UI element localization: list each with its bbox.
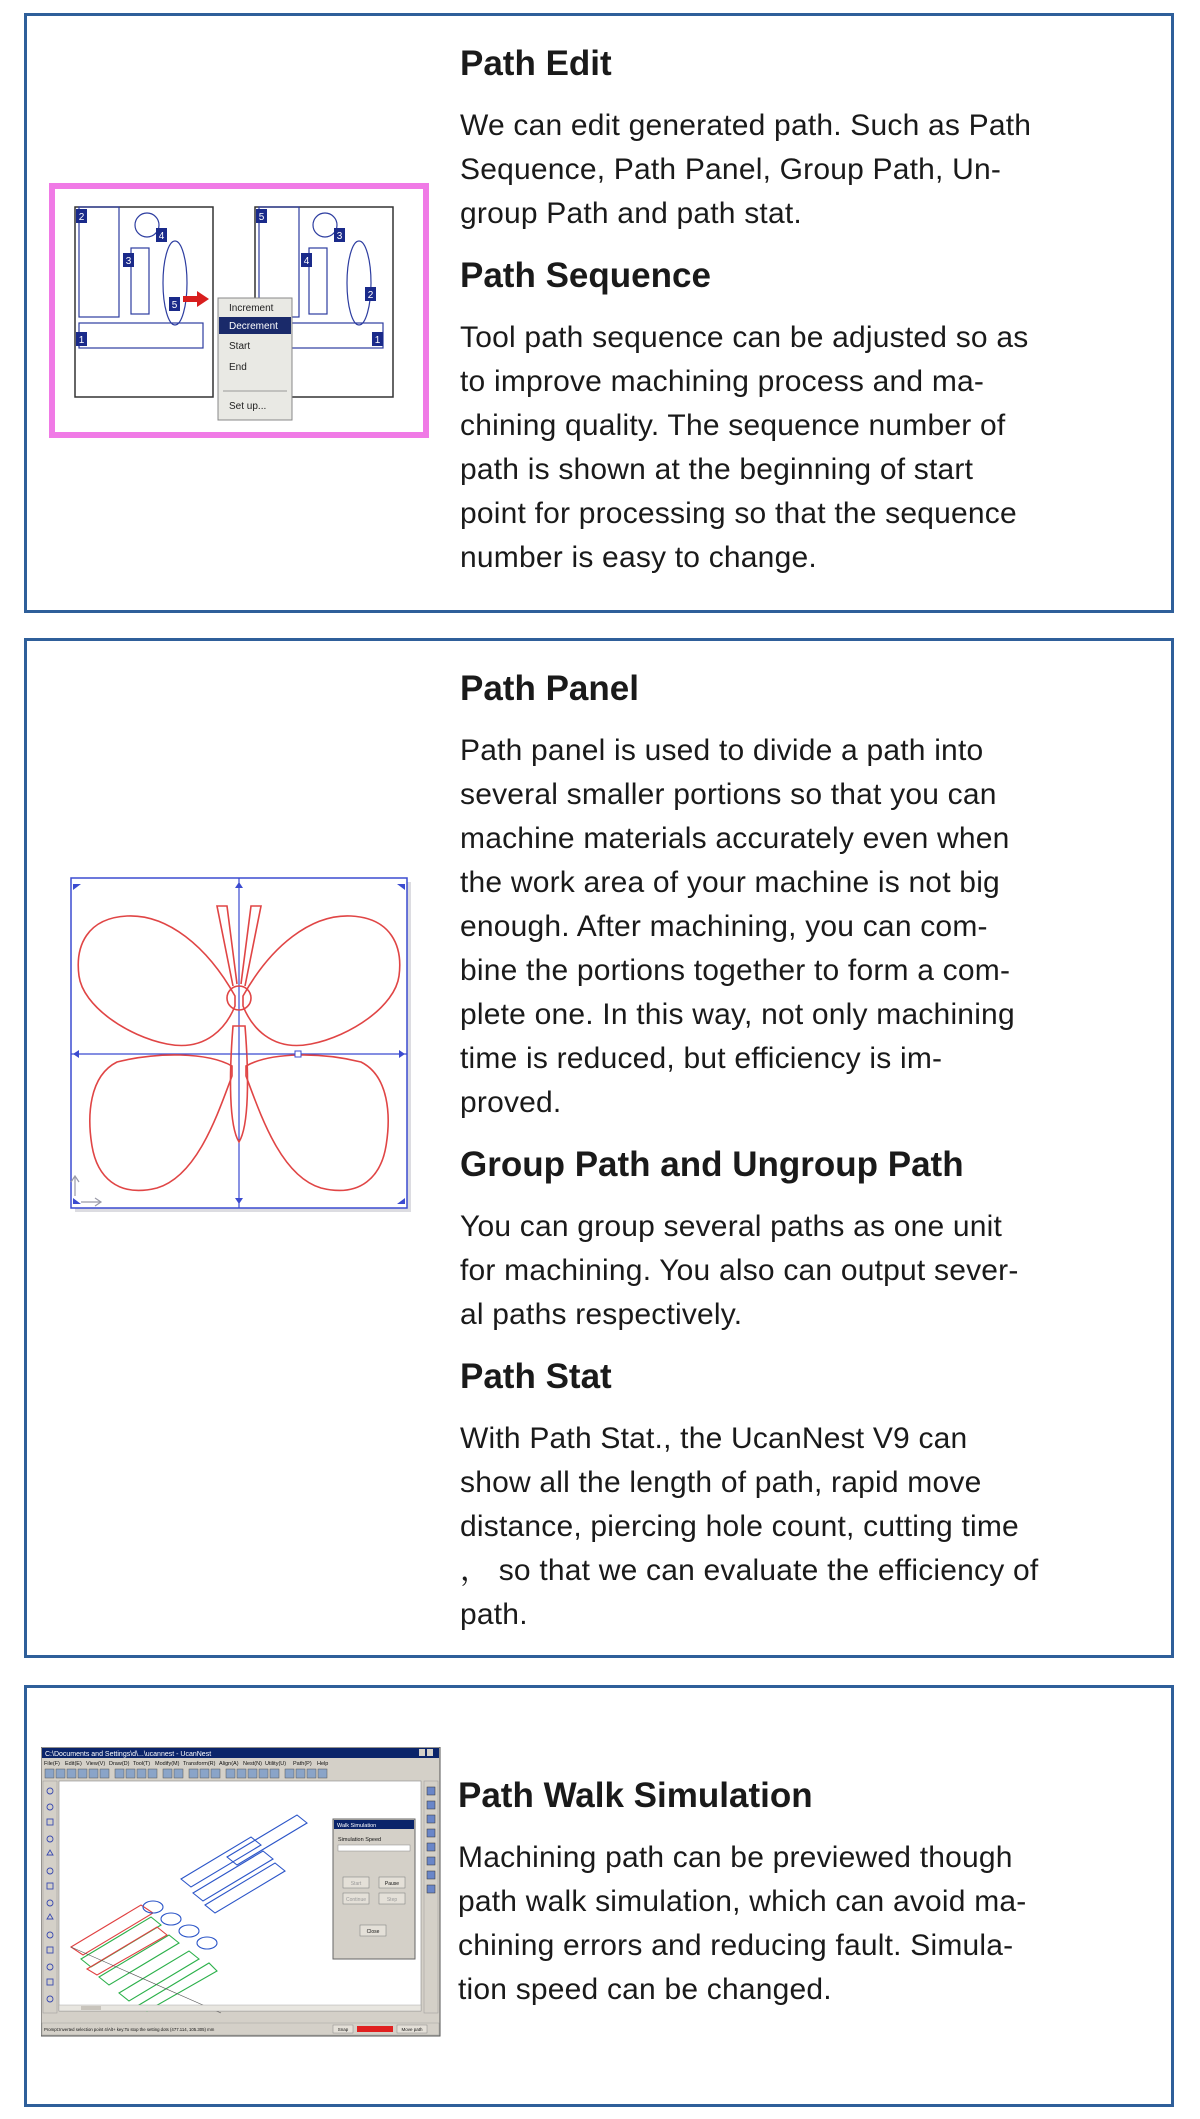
path-edit-line: Sequence, Path Panel, Group Path, Un- <box>460 153 1002 186</box>
butterfly-path-panel-figure <box>67 876 417 1216</box>
path-walk-simulation-panel <box>24 1685 1174 2107</box>
menu-transform: Transform(R) <box>183 1761 216 1767</box>
menu-edit: Edit(E) <box>65 1761 82 1767</box>
left-seq-number: 2 <box>78 212 85 223</box>
menu-item-increment: Increment <box>229 303 274 314</box>
path-sequence-line: path is shown at the beginning of start <box>460 453 974 486</box>
path-panel-text <box>460 669 1150 1637</box>
path-stat-line: show all the length of path, rapid move <box>460 1466 982 1499</box>
window-title: C:\Documents and Settings\d\...\ucannest - UcanNest <box>45 1751 212 1758</box>
dialog-close-button: Close <box>366 1929 380 1935</box>
path-edit-title: Path Edit <box>460 44 612 83</box>
path-sequence-line: chining quality. The sequence number of <box>460 409 1006 442</box>
menu-nest: Nest(N) <box>243 1761 262 1767</box>
group-path-line: for machining. You also can output sever- <box>460 1254 1019 1287</box>
path-panel-line: plete one. In this way, not only machining <box>460 998 1015 1031</box>
path-panel-line: machine materials accurately even when <box>460 822 1010 855</box>
move-path-button: Move path <box>401 2027 423 2032</box>
path-stat-line: distance, piercing hole count, cutting time <box>460 1510 1019 1543</box>
path-edit-line: We can edit generated path. Such as Path <box>460 109 1032 142</box>
menu-tool: Tool(T) <box>133 1761 151 1767</box>
path-stat-line: ， so that we can evaluate the efficiency of <box>460 1554 1039 1587</box>
path-panel-line: bine the portions together to form a com- <box>460 954 1011 987</box>
path-walk-line: chining errors and reducing fault. Simula- <box>458 1929 1014 1962</box>
path-panel-title: Path Panel <box>460 669 639 708</box>
menu-bar <box>44 1761 328 1767</box>
left-seq-number: 1 <box>78 335 85 346</box>
path-sequence-line: to improve machining process and ma- <box>460 365 985 398</box>
menu-item-setup: Set up... <box>229 401 267 412</box>
right-seq-number: 4 <box>303 256 310 267</box>
path-panel-line: Path panel is used to divide a path into <box>460 734 984 767</box>
left-seq-number: 3 <box>125 256 132 267</box>
right-seq-number: 2 <box>367 290 374 301</box>
dialog-pause-button: Pause <box>384 1881 400 1887</box>
menu-view: View(V) <box>86 1761 106 1767</box>
right-seq-number: 5 <box>258 212 265 223</box>
right-seq-number: 1 <box>374 335 381 346</box>
menu-modify: Modify(M) <box>155 1761 180 1767</box>
path-edit-text <box>460 44 1150 580</box>
path-panel-line: enough. After machining, you can com- <box>460 910 988 943</box>
group-path-line: You can group several paths as one unit <box>460 1210 1003 1243</box>
dialog-step-button: Step <box>386 1897 398 1903</box>
left-seq-number: 4 <box>158 231 165 242</box>
snap-button: Snap <box>337 2027 349 2032</box>
menu-item-start: Start <box>229 341 251 352</box>
left-seq-number: 5 <box>171 300 178 311</box>
dialog-speed-label: Simulation Speed <box>338 1837 382 1843</box>
dialog-start-button: Start <box>350 1881 362 1887</box>
path-walk-line: Machining path can be previewed though <box>458 1841 1013 1874</box>
walk-simulation-dialog <box>333 1819 415 1959</box>
dialog-title: Walk Simulation <box>337 1823 377 1829</box>
path-panel-line: the work area of your machine is not big <box>460 866 1000 899</box>
status-text: Prompt:Inverted selection point 4/Alt+ key:To stop the setting dots (477.114, 105.305) mm <box>44 2027 215 2032</box>
menu-utility: Utility(U) <box>265 1761 287 1767</box>
path-sequence-title: Path Sequence <box>460 256 711 295</box>
path-stat-title: Path Stat <box>460 1357 612 1396</box>
right-seq-number: 3 <box>336 231 343 242</box>
menu-file: File(F) <box>44 1761 60 1767</box>
dialog-continue-button: Continue <box>345 1897 367 1903</box>
path-walk-line: path walk simulation, which can avoid ma- <box>458 1885 1027 1918</box>
path-walk-simulation-text <box>458 1776 1148 2012</box>
group-path-title: Group Path and Ungroup Path <box>460 1145 964 1184</box>
menu-draw: Draw(D) <box>109 1761 130 1767</box>
menu-align: Align(A) <box>219 1761 239 1767</box>
path-walk-line: tion speed can be changed. <box>458 1973 832 2006</box>
group-path-line: al paths respectively. <box>460 1298 743 1331</box>
path-panel-line: several smaller portions so that you can <box>460 778 997 811</box>
path-sequence-figure <box>49 183 449 439</box>
path-sequence-line: point for processing so that the sequence <box>460 497 1017 530</box>
path-stat-line: path. <box>460 1598 528 1631</box>
menu-item-end: End <box>229 362 247 373</box>
path-edit-panel <box>24 13 1174 613</box>
path-stat-line: With Path Stat., the UcanNest V9 can <box>460 1422 968 1455</box>
menu-help: Help <box>317 1761 329 1767</box>
path-panel-line: proved. <box>460 1086 562 1119</box>
path-panel-line: time is reduced, but efficiency is im- <box>460 1042 943 1075</box>
menu-path: Path(P) <box>293 1761 312 1767</box>
path-walk-simulation-title: Path Walk Simulation <box>458 1776 813 1815</box>
menu-item-decrement: Decrement <box>229 321 278 332</box>
path-sequence-line: number is easy to change. <box>460 541 817 574</box>
context-menu <box>218 298 292 420</box>
path-sequence-line: Tool path sequence can be adjusted so as <box>460 321 1029 354</box>
path-edit-line: group Path and path stat. <box>460 197 802 230</box>
path-panel-panel <box>24 638 1174 1658</box>
simulation-screenshot-figure <box>41 1747 441 2037</box>
